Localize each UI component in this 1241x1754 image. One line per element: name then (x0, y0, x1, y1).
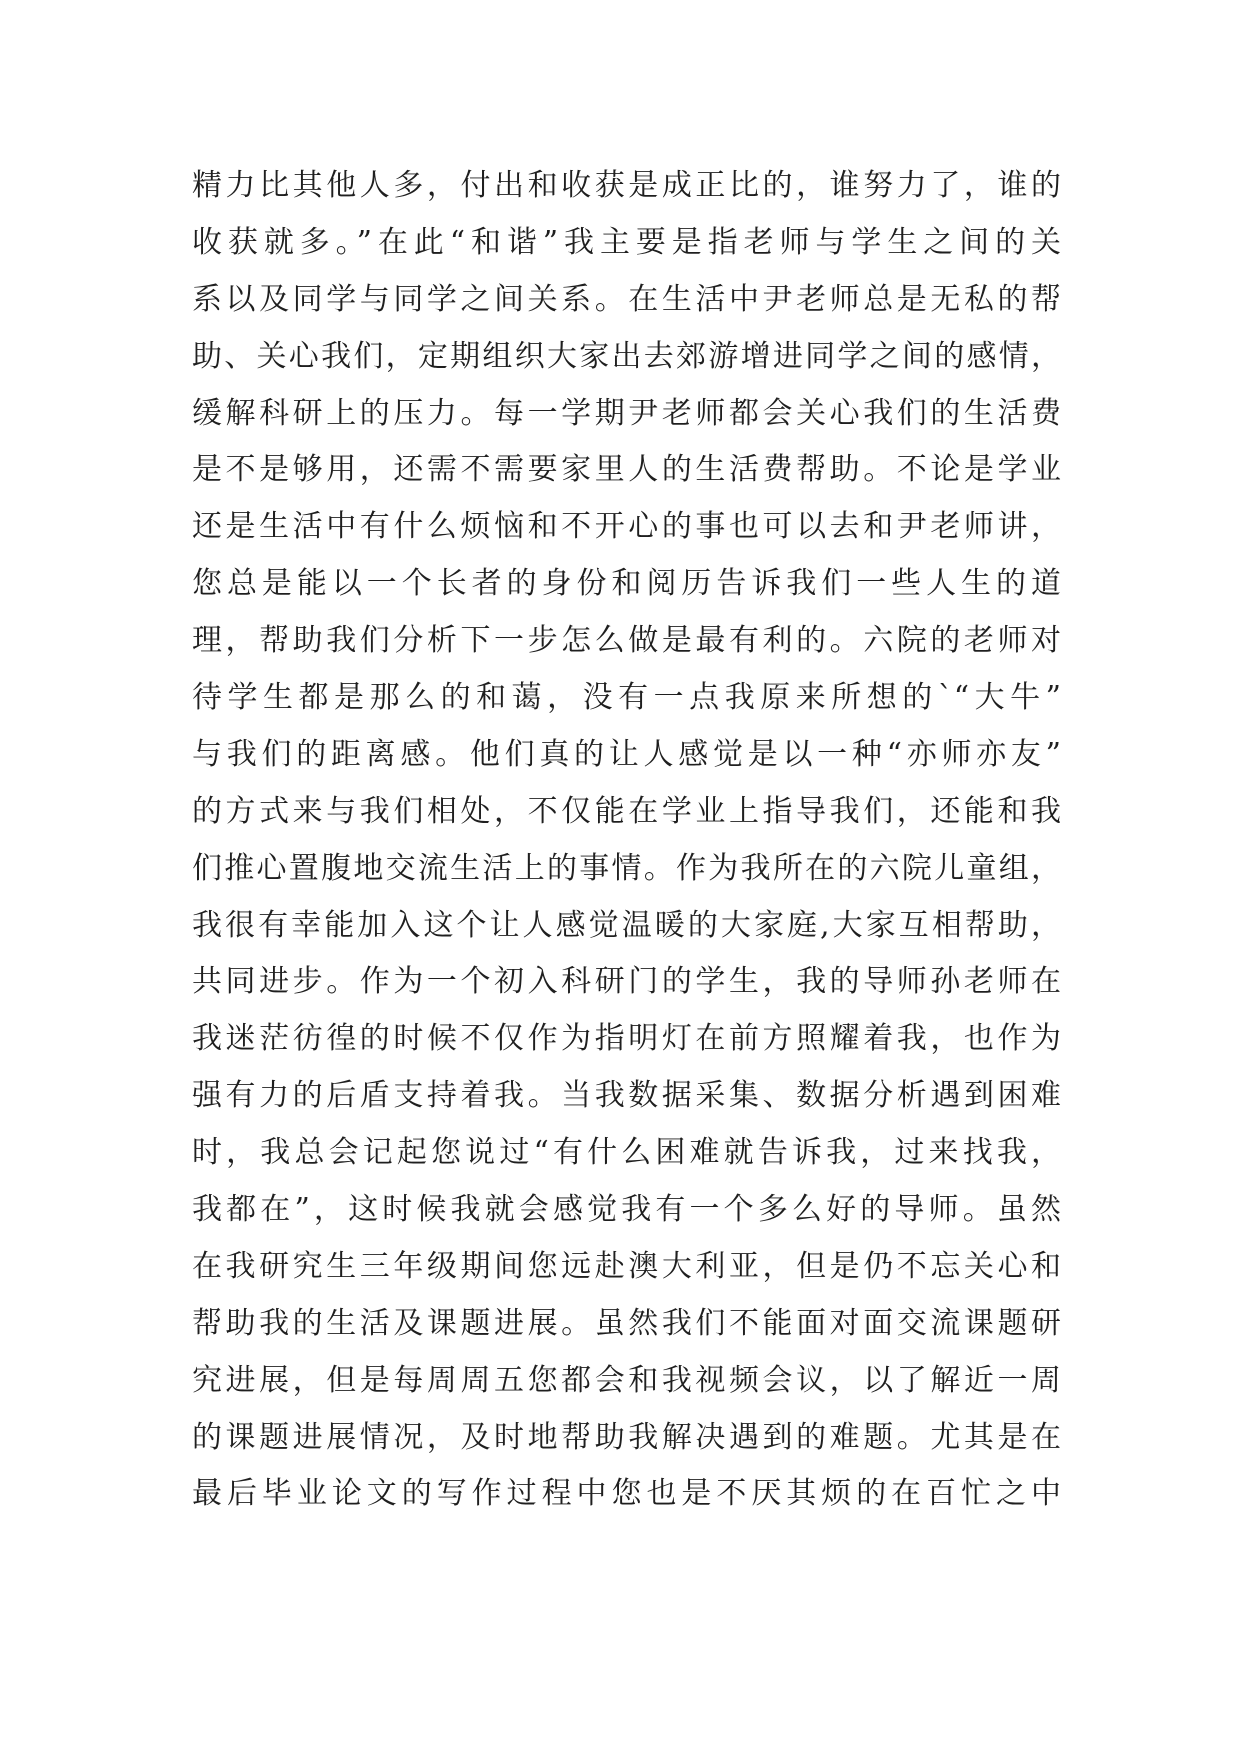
text-line: 共同进步。作为一个初入科研门的学生，我的导师孙老师在 (192, 964, 1062, 1000)
text-line: 我都在”，这时候我就会感觉我有一个多么好的导师。虽然 (192, 1192, 1062, 1228)
text-line: 强有力的后盾支持着我。当我数据采集、数据分析遇到困难 (192, 1078, 1062, 1114)
text-line: 时，我总会记起您说过“有什么困难就告诉我，过来找我， (192, 1135, 1062, 1171)
text-line: 是不是够用，还需不需要家里人的生活费帮助。不论是学业 (192, 452, 1062, 488)
body-text (192, 158, 1062, 1523)
text-line: 系以及同学与同学之间关系。在生活中尹老师总是无私的帮 (192, 281, 1062, 317)
text-line: 收获就多。”在此“和谐”我主要是指老师与学生之间的关 (192, 224, 1062, 260)
text-line: 您总是能以一个长者的身份和阅历告诉我们一些人生的道 (192, 566, 1062, 602)
text-line: 们推心置腹地交流生活上的事情。作为我所在的六院儿童组， (192, 850, 1062, 886)
text-line: 缓解科研上的压力。每一学期尹老师都会关心我们的生活费 (192, 395, 1062, 431)
text-line: 理，帮助我们分析下一步怎么做是最有利的。六院的老师对 (192, 623, 1062, 659)
text-line: 我迷茫彷徨的时候不仅作为指明灯在前方照耀着我，也作为 (192, 1021, 1062, 1057)
text-line: 还是生活中有什么烦恼和不开心的事也可以去和尹老师讲， (192, 509, 1062, 545)
text-line: 的课题进展情况，及时地帮助我解决遇到的难题。尤其是在 (192, 1419, 1062, 1455)
text-line: 的方式来与我们相处，不仅能在学业上指导我们，还能和我 (192, 793, 1062, 829)
text-line: 最后毕业论文的写作过程中您也是不厌其烦的在百忙之中 (192, 1476, 1062, 1512)
text-line: 助、关心我们，定期组织大家出去郊游增进同学之间的感情， (192, 338, 1062, 374)
text-line: 待学生都是那么的和蔼，没有一点我原来所想的`“大牛” (192, 680, 1062, 716)
text-line: 与我们的距离感。他们真的让人感觉是以一种“亦师亦友” (192, 736, 1062, 772)
text-line: 帮助我的生活及课题进展。虽然我们不能面对面交流课题研 (192, 1305, 1062, 1341)
text-line: 究进展，但是每周周五您都会和我视频会议，以了解近一周 (192, 1362, 1062, 1398)
text-line: 精力比其他人多，付出和收获是成正比的，谁努力了，谁的 (192, 168, 1062, 203)
text-line: 我很有幸能加入这个让人感觉温暖的大家庭,大家互相帮助， (192, 907, 1062, 943)
text-line: 在我研究生三年级期间您远赴澳大利亚，但是仍不忘关心和 (192, 1248, 1062, 1284)
